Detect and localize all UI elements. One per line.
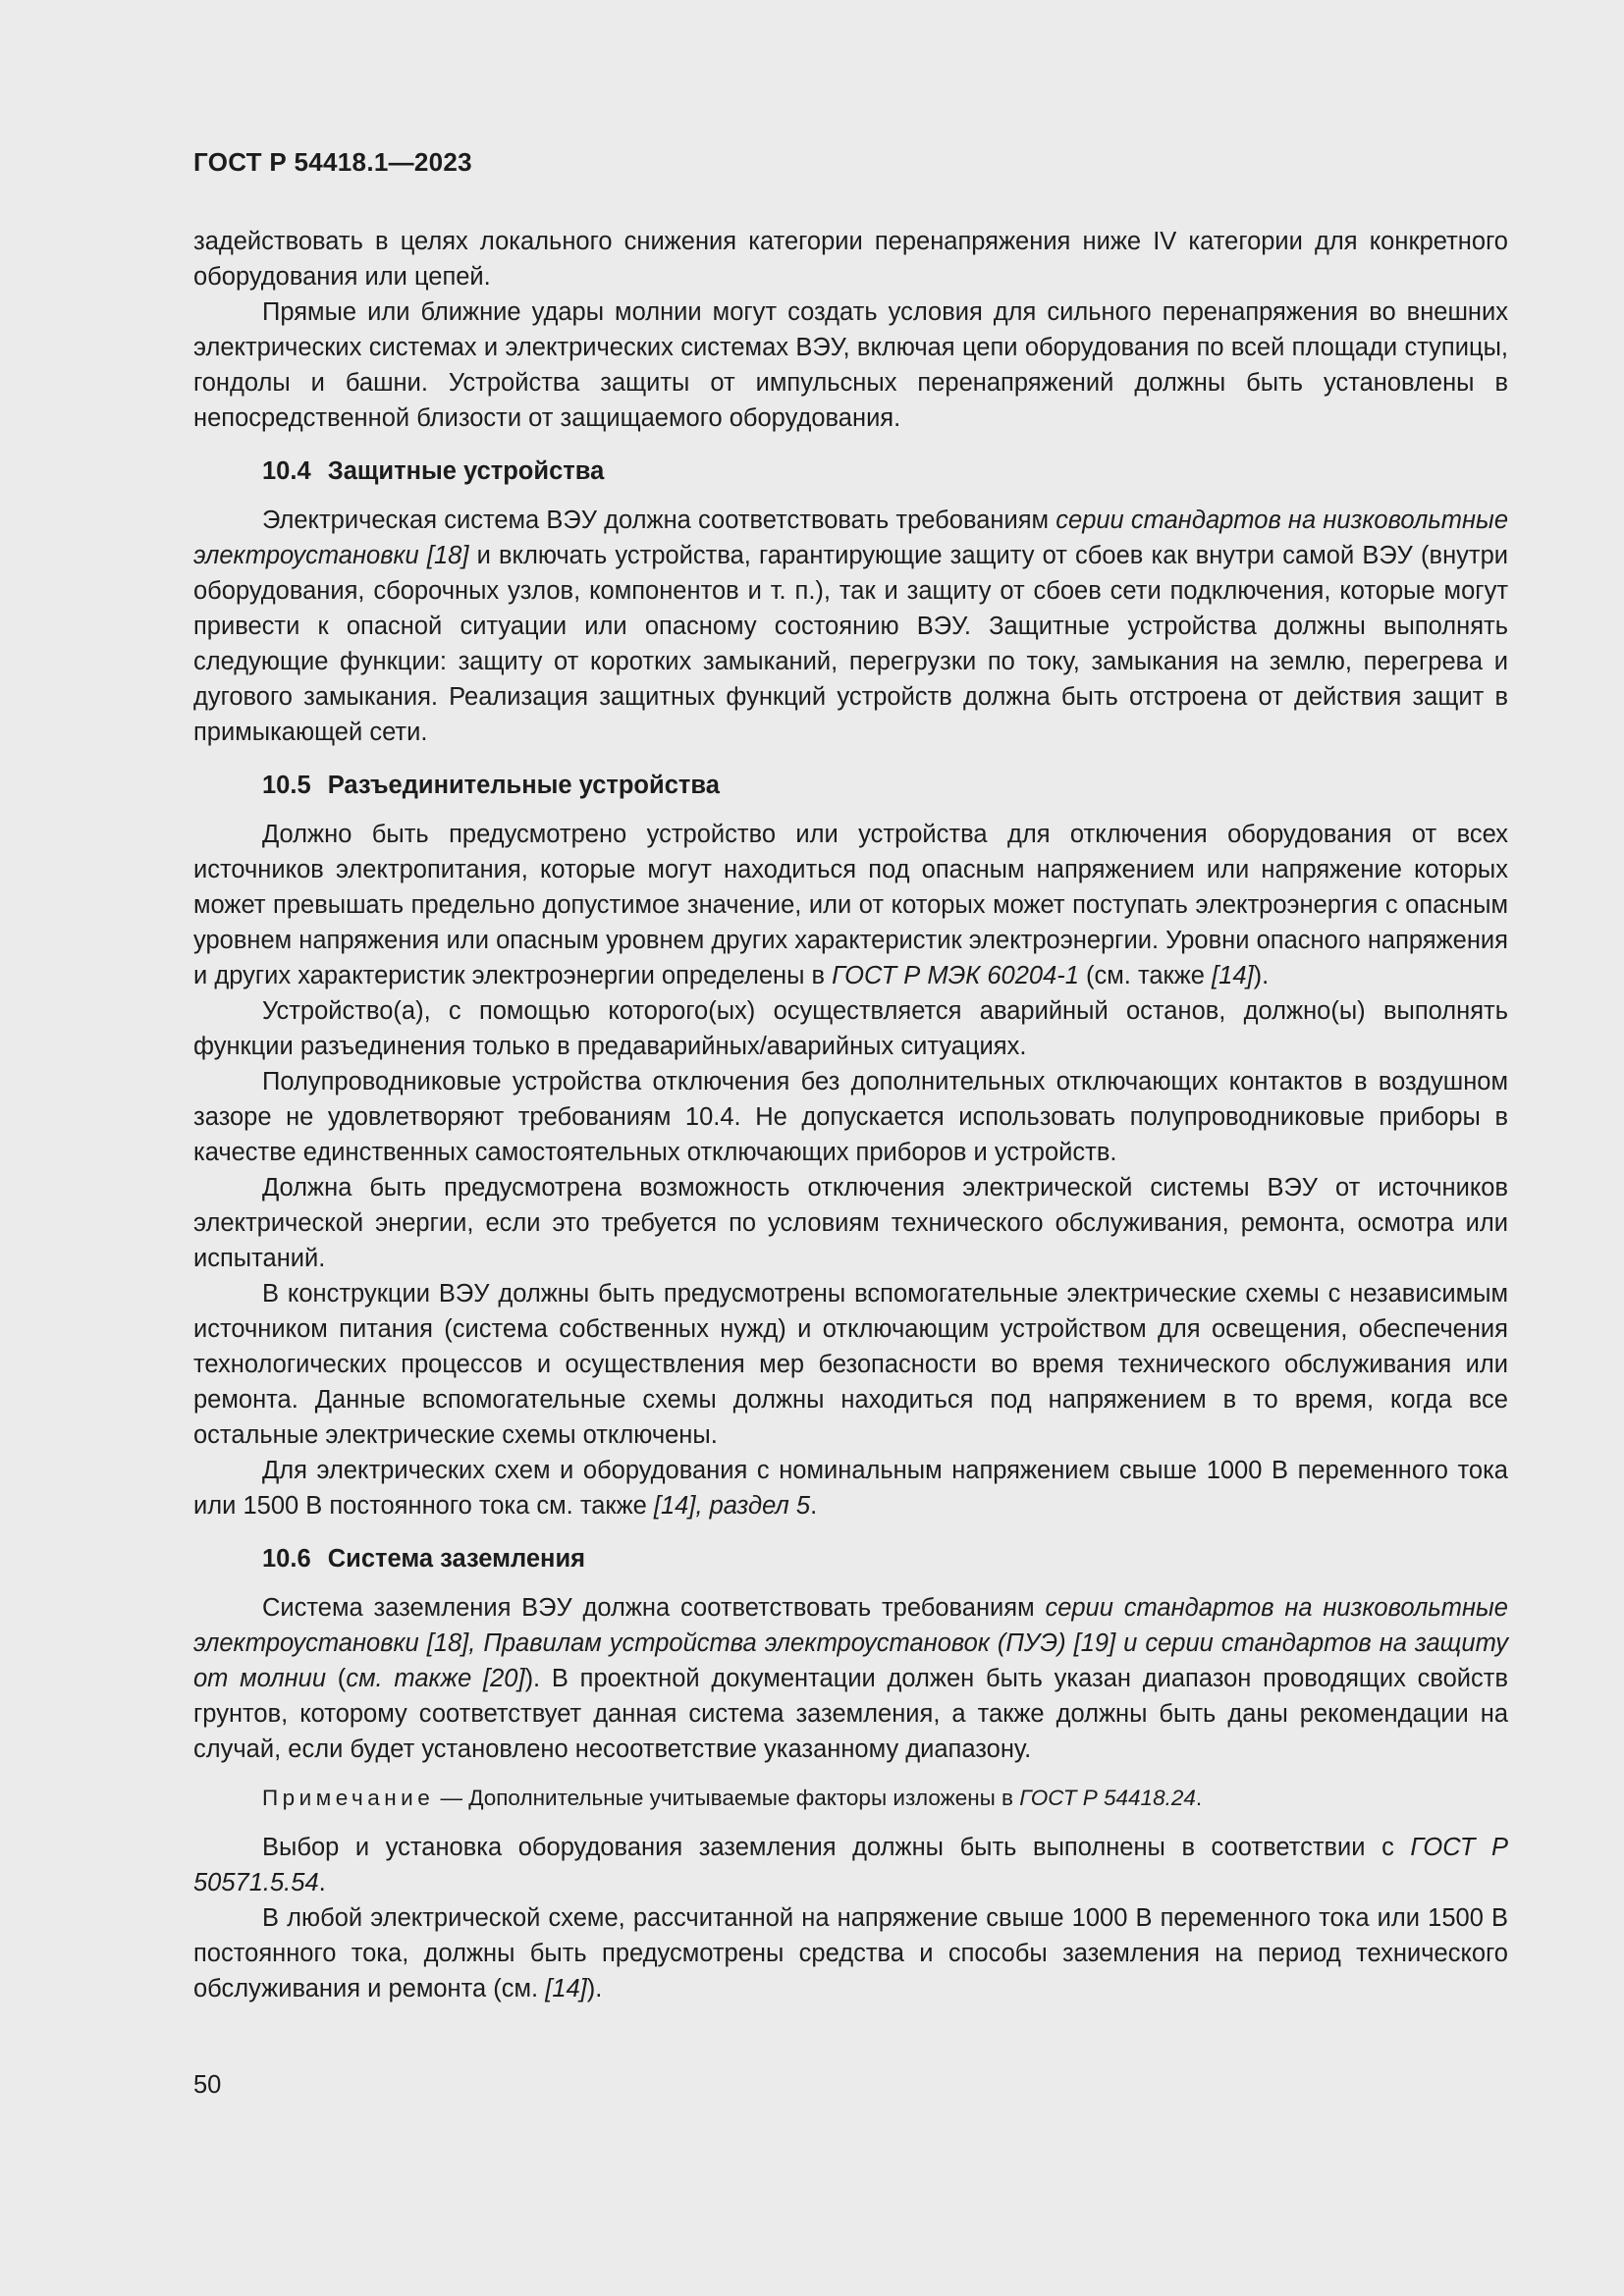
paragraph: Прямые или ближние удары молнии могут создать условия для сильного перенапряжения во внешних электрических системах и электрических системах ВЭУ, включая цепи оборудования по всей площади ступицы, гондолы и башни. Устройства защиты от импульсных перенапряжений должны быть установлены в непосредственной близости от защищаемого оборудования. bbox=[193, 298, 1508, 432]
citation: ГОСТ Р МЭК 60204-1 bbox=[832, 962, 1079, 989]
paragraph: Должна быть предусмотрена возможность отключения электрической системы ВЭУ от источников электрической энергии, если это требуется по условиям технического обслуживания, ремонта, осмотра или испытаний. bbox=[193, 1174, 1508, 1272]
citation: ГОСТ Р 54418.24 bbox=[1019, 1786, 1196, 1810]
paragraph: Электрическая система ВЭУ должна соответствовать требованиям серии стандартов на низковольтные электроустановки [18] и включать устройства, гарантирующие защиту от сбоев как внутри самой ВЭУ (внутри оборудования, сборочных узлов, компонентов и т. п.), так и защиту от сбоев сети подключения, которые могут привести к опасной ситуации или опасному состоянию ВЭУ. Защитные устройства должны выполнять следующие функции: защиту от коротких замыканий, перегрузки по току, замыкания на землю, перегрева и дугового замыкания. Реализация защитных функций устройств должна быть отстроена от действия защит в примыкающей сети. bbox=[193, 507, 1509, 746]
paragraph: В любой электрической схеме, рассчитанной на напряжение свыше 1000 В переменного тока или 1500 В постоянного тока, должны быть предусмотрены средства и способы заземления на период технического обслуживания и ремонта (см. [14]). bbox=[193, 1904, 1508, 2002]
citation: см. также [20] bbox=[346, 1665, 525, 1692]
citation: ГОСТ Р 50571.5.54 bbox=[193, 1834, 1508, 1896]
citation: [14], раздел 5 bbox=[653, 1492, 811, 1520]
section-title: Разъединительные устройства bbox=[327, 772, 720, 799]
paragraph: Для электрических схем и оборудования с номинальным напряжением свыше 1000 В переменного тока или 1500 В постоянного тока см. также [14], раздел 5. bbox=[193, 1457, 1508, 1520]
note: Примечание — Дополнительные учитываемые факторы изложены в ГОСТ Р 54418.24. bbox=[262, 1786, 1203, 1810]
citation: [14] bbox=[545, 1975, 587, 2002]
section-number: 10.4 bbox=[262, 457, 311, 485]
document-body bbox=[193, 224, 1508, 2006]
paragraph: Система заземления ВЭУ должна соответствовать требованиям серии стандартов на низковольтные электроустановки [18], Правилам устройства электроустановок (ПУЭ) [19] и серии стандартов на защиту от молнии (см. также [20]). В проектной документации должен быть указан диапазон проводящих свойств грунтов, которому соответствует данная система заземления, а также должны быть даны рекомендации на случай, если будет установлено несоответствие указанному диапазону. bbox=[193, 1594, 1509, 1763]
paragraph: Должно быть предусмотрено устройство или устройства для отключения оборудования от всех источников электропитания, которые могут находиться под опасным напряжением или напряжение которых может превышать предельно допустимое значение, или от которых может поступать электроэнергия с опасным уровнем напряжения или опасным уровнем других характеристик электроэнергии. Уровни опасного напряжения и других характеристик электроэнергии определены в ГОСТ Р МЭК 60204-1 (см. также [14]). bbox=[193, 821, 1508, 989]
citation: [14] bbox=[1212, 962, 1254, 989]
section-heading-10-6 bbox=[262, 1541, 1508, 1576]
citation: серии стандартов на низковольтные электроустановки [18], Правилам устройства электроустановок (ПУЭ) [19] и серии стандартов на защиту от молнии bbox=[193, 1594, 1508, 1692]
section-heading-10-5 bbox=[262, 768, 1508, 803]
document-header: ГОСТ Р 54418.1—2023 bbox=[193, 147, 472, 177]
citation: серии стандартов на низковольтные электроустановки [18] bbox=[193, 507, 1509, 569]
section-heading-10-4 bbox=[262, 454, 1508, 489]
section-number: 10.6 bbox=[262, 1545, 311, 1573]
page-number: 50 bbox=[193, 2071, 222, 2099]
paragraph: В конструкции ВЭУ должны быть предусмотрены вспомогательные электрические схемы с независимым источником питания (система собственных нужд) и отключающим устройством для освещения, обеспечения технологических процессов и осуществления мер безопасности во время технического обслуживания или ремонта. Данные вспомогательные схемы должны находиться под напряжением в то время, когда все остальные электрические схемы отключены. bbox=[193, 1280, 1508, 1449]
section-title: Система заземления bbox=[327, 1545, 586, 1573]
paragraph: Выбор и установка оборудования заземления должны быть выполнены в соответствии с ГОСТ Р 50571.5.54. bbox=[193, 1834, 1508, 1896]
note-label: Примечание bbox=[262, 1786, 435, 1810]
paragraph: задействовать в целях локального снижения категории перенапряжения ниже IV категории для конкретного оборудования или цепей. bbox=[193, 228, 1508, 291]
paragraph: Полупроводниковые устройства отключения без дополнительных отключающих контактов в воздушном зазоре не удовлетворяют требованиям 10.4. Не допускается использовать полупроводниковые приборы в качестве единственных самостоятельных отключающих приборов и устройств. bbox=[193, 1068, 1508, 1166]
section-number: 10.5 bbox=[262, 772, 311, 799]
paragraph: Устройство(а), с помощью которого(ых) осуществляется аварийный останов, должно(ы) выполнять функции разъединения только в предаварийных/аварийных ситуациях. bbox=[193, 997, 1508, 1060]
section-title: Защитные устройства bbox=[327, 457, 605, 485]
